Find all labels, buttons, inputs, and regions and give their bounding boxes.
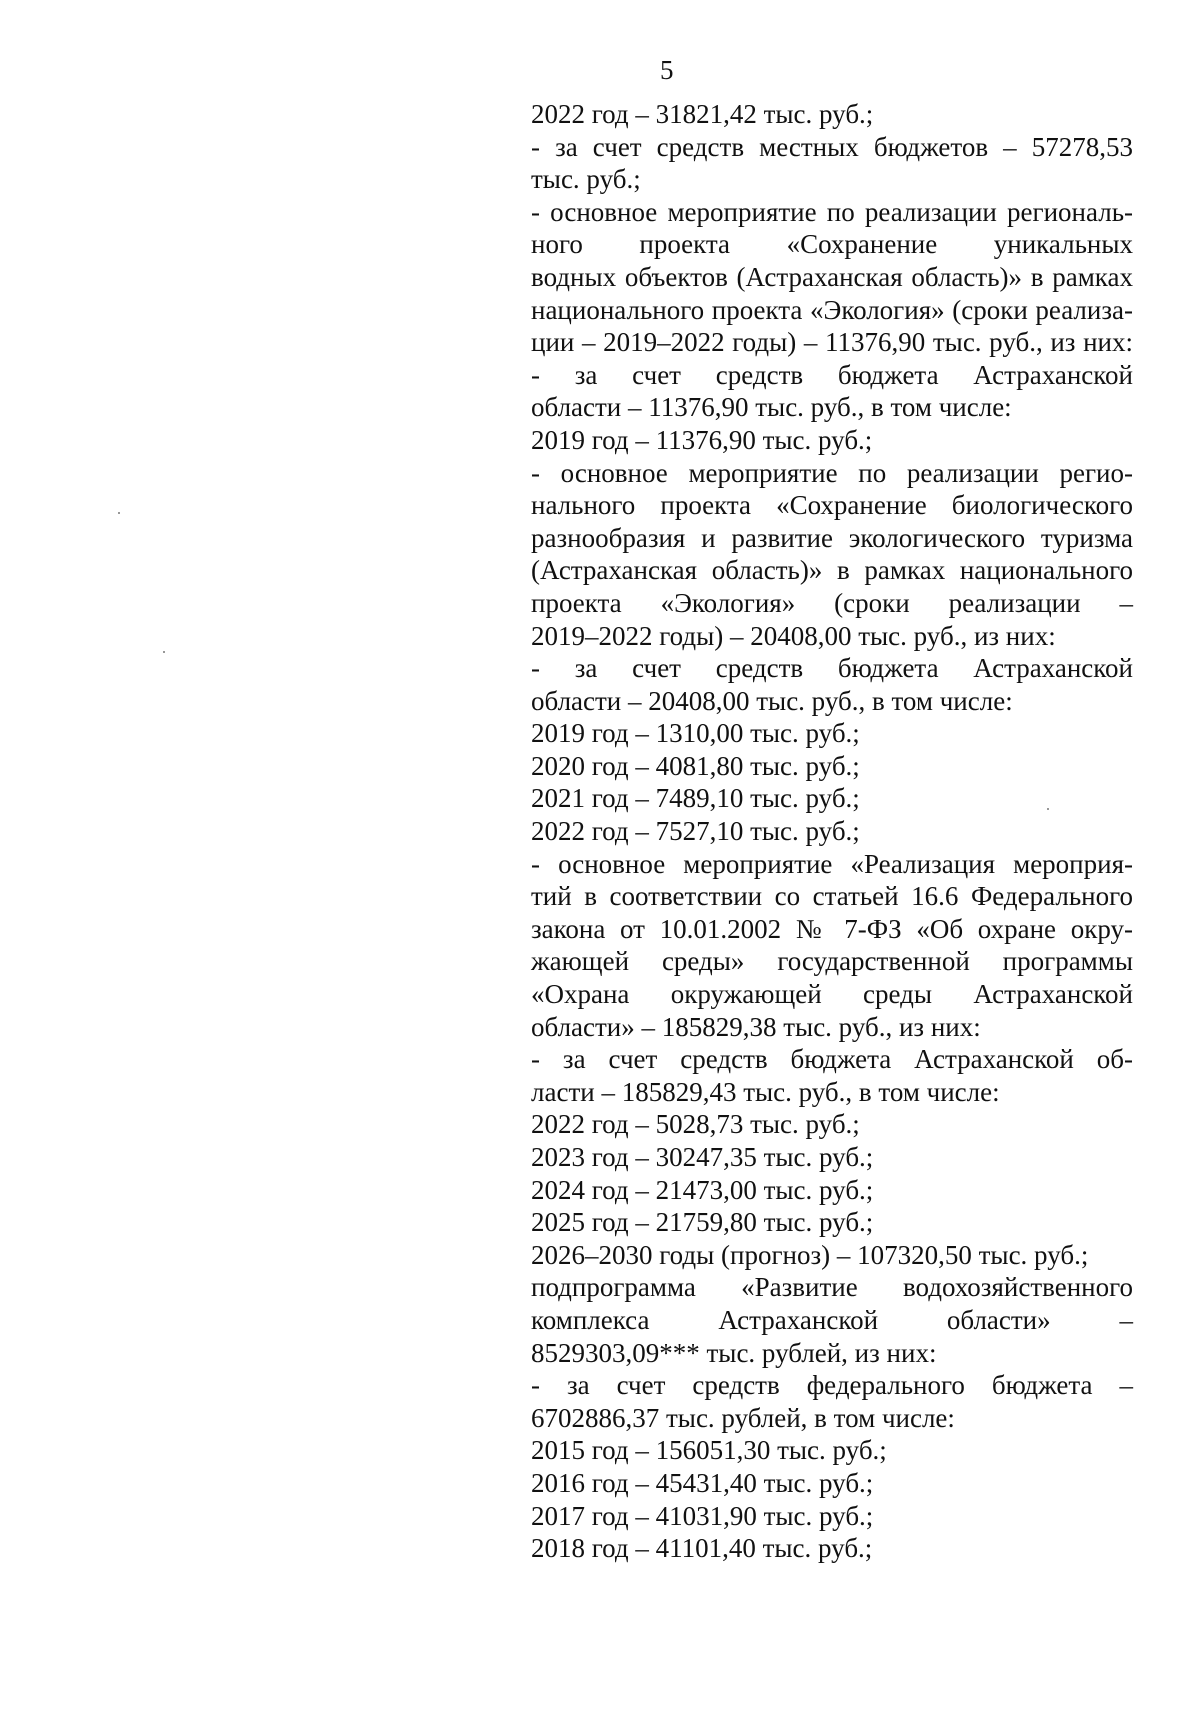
text-line: жающей среды» государственной программы: [531, 946, 1133, 977]
text-line: - основное мероприятие «Реализация мероприя-: [531, 848, 1133, 879]
text-line: проекта «Экология» (сроки реализации –: [531, 587, 1133, 618]
text-line: 2021 год – 7489,10 тыс. руб.;: [531, 783, 860, 814]
text-line: ласти – 185829,43 тыс. руб., в том числе:: [531, 1076, 1000, 1107]
text-line: 2026–2030 годы (прогноз) – 107320,50 тыс. руб.;: [531, 1239, 1089, 1270]
text-line: 2022 год – 7527,10 тыс. руб.;: [531, 816, 860, 847]
text-line: 2017 год – 41031,90 тыс. руб.;: [531, 1500, 874, 1531]
text-line: - за счет средств бюджета Астраханской: [531, 653, 1133, 684]
scan-speck: [118, 512, 120, 514]
text-line: (Астраханская область)» в рамках национального: [531, 555, 1133, 586]
text-line: 2020 год – 4081,80 тыс. руб.;: [531, 750, 860, 781]
text-line: области» – 185829,38 тыс. руб., из них:: [531, 1011, 981, 1042]
text-line: тий в соответствии со статьей 16.6 Федерального: [531, 881, 1133, 912]
text-line: тыс. руб.;: [531, 164, 641, 195]
page-number: 5: [660, 55, 674, 85]
text-line: 2019–2022 годы) – 20408,00 тыс. руб., из них:: [531, 620, 1056, 651]
text-line: области – 11376,90 тыс. руб., в том числе:: [531, 392, 1012, 423]
scan-speck: [163, 651, 165, 653]
text-line: 2015 год – 156051,30 тыс. руб.;: [531, 1435, 887, 1466]
text-line: - за счет средств бюджета Астраханской: [531, 359, 1133, 390]
text-line: 8529303,09*** тыс. рублей, из них:: [531, 1337, 937, 1368]
text-line: нального проекта «Сохранение биологического: [531, 490, 1133, 521]
text-line: 2019 год – 1310,00 тыс. руб.;: [531, 718, 860, 749]
text-line: 2025 год – 21759,80 тыс. руб.;: [531, 1207, 874, 1238]
text-line: национального проекта «Экология» (сроки реализа-: [531, 294, 1133, 325]
text-line: - за счет средств федерального бюджета –: [531, 1370, 1133, 1401]
text-line: разнообразия и развитие экологического туризма: [531, 522, 1133, 553]
text-line: «Охрана окружающей среды Астраханской: [531, 979, 1133, 1010]
text-line: 2024 год – 21473,00 тыс. руб.;: [531, 1174, 874, 1205]
text-line: закона от 10.01.2002 № 7-ФЗ «Об охране окру-: [531, 913, 1133, 944]
text-line: ного проекта «Сохранение уникальных: [531, 229, 1133, 260]
text-line: 2023 год – 30247,35 тыс. руб.;: [531, 1142, 874, 1172]
text-line: 2022 год – 5028,73 тыс. руб.;: [531, 1109, 860, 1140]
text-line: 2016 год – 45431,40 тыс. руб.;: [531, 1467, 874, 1498]
text-line: 2019 год – 11376,90 тыс. руб.;: [531, 424, 873, 455]
document-body: [531, 98, 1133, 1565]
text-line: 2022 год – 31821,42 тыс. руб.;: [531, 99, 874, 129]
text-line: - за счет средств бюджета Астраханской об-: [531, 1044, 1133, 1075]
text-line: 2018 год – 41101,40 тыс. руб.;: [531, 1533, 873, 1564]
text-line: области – 20408,00 тыс. руб., в том числе:: [531, 685, 1013, 716]
text-line: подпрограмма «Развитие водохозяйственного: [531, 1272, 1133, 1303]
scan-speck: [1047, 808, 1049, 810]
text-line: 6702886,37 тыс. рублей, в том числе:: [531, 1402, 955, 1433]
text-line: ции – 2019–2022 годы) – 11376,90 тыс. руб., из них:: [531, 327, 1133, 358]
text-line: - за счет средств местных бюджетов – 57278,53: [531, 131, 1133, 162]
text-line: - основное мероприятие по реализации региональ-: [531, 196, 1133, 227]
text-line: водных объектов (Астраханская область)» в рамках: [531, 261, 1133, 292]
text-line: комплекса Астраханской области» –: [531, 1304, 1133, 1335]
text-line: - основное мероприятие по реализации регио-: [531, 457, 1133, 488]
